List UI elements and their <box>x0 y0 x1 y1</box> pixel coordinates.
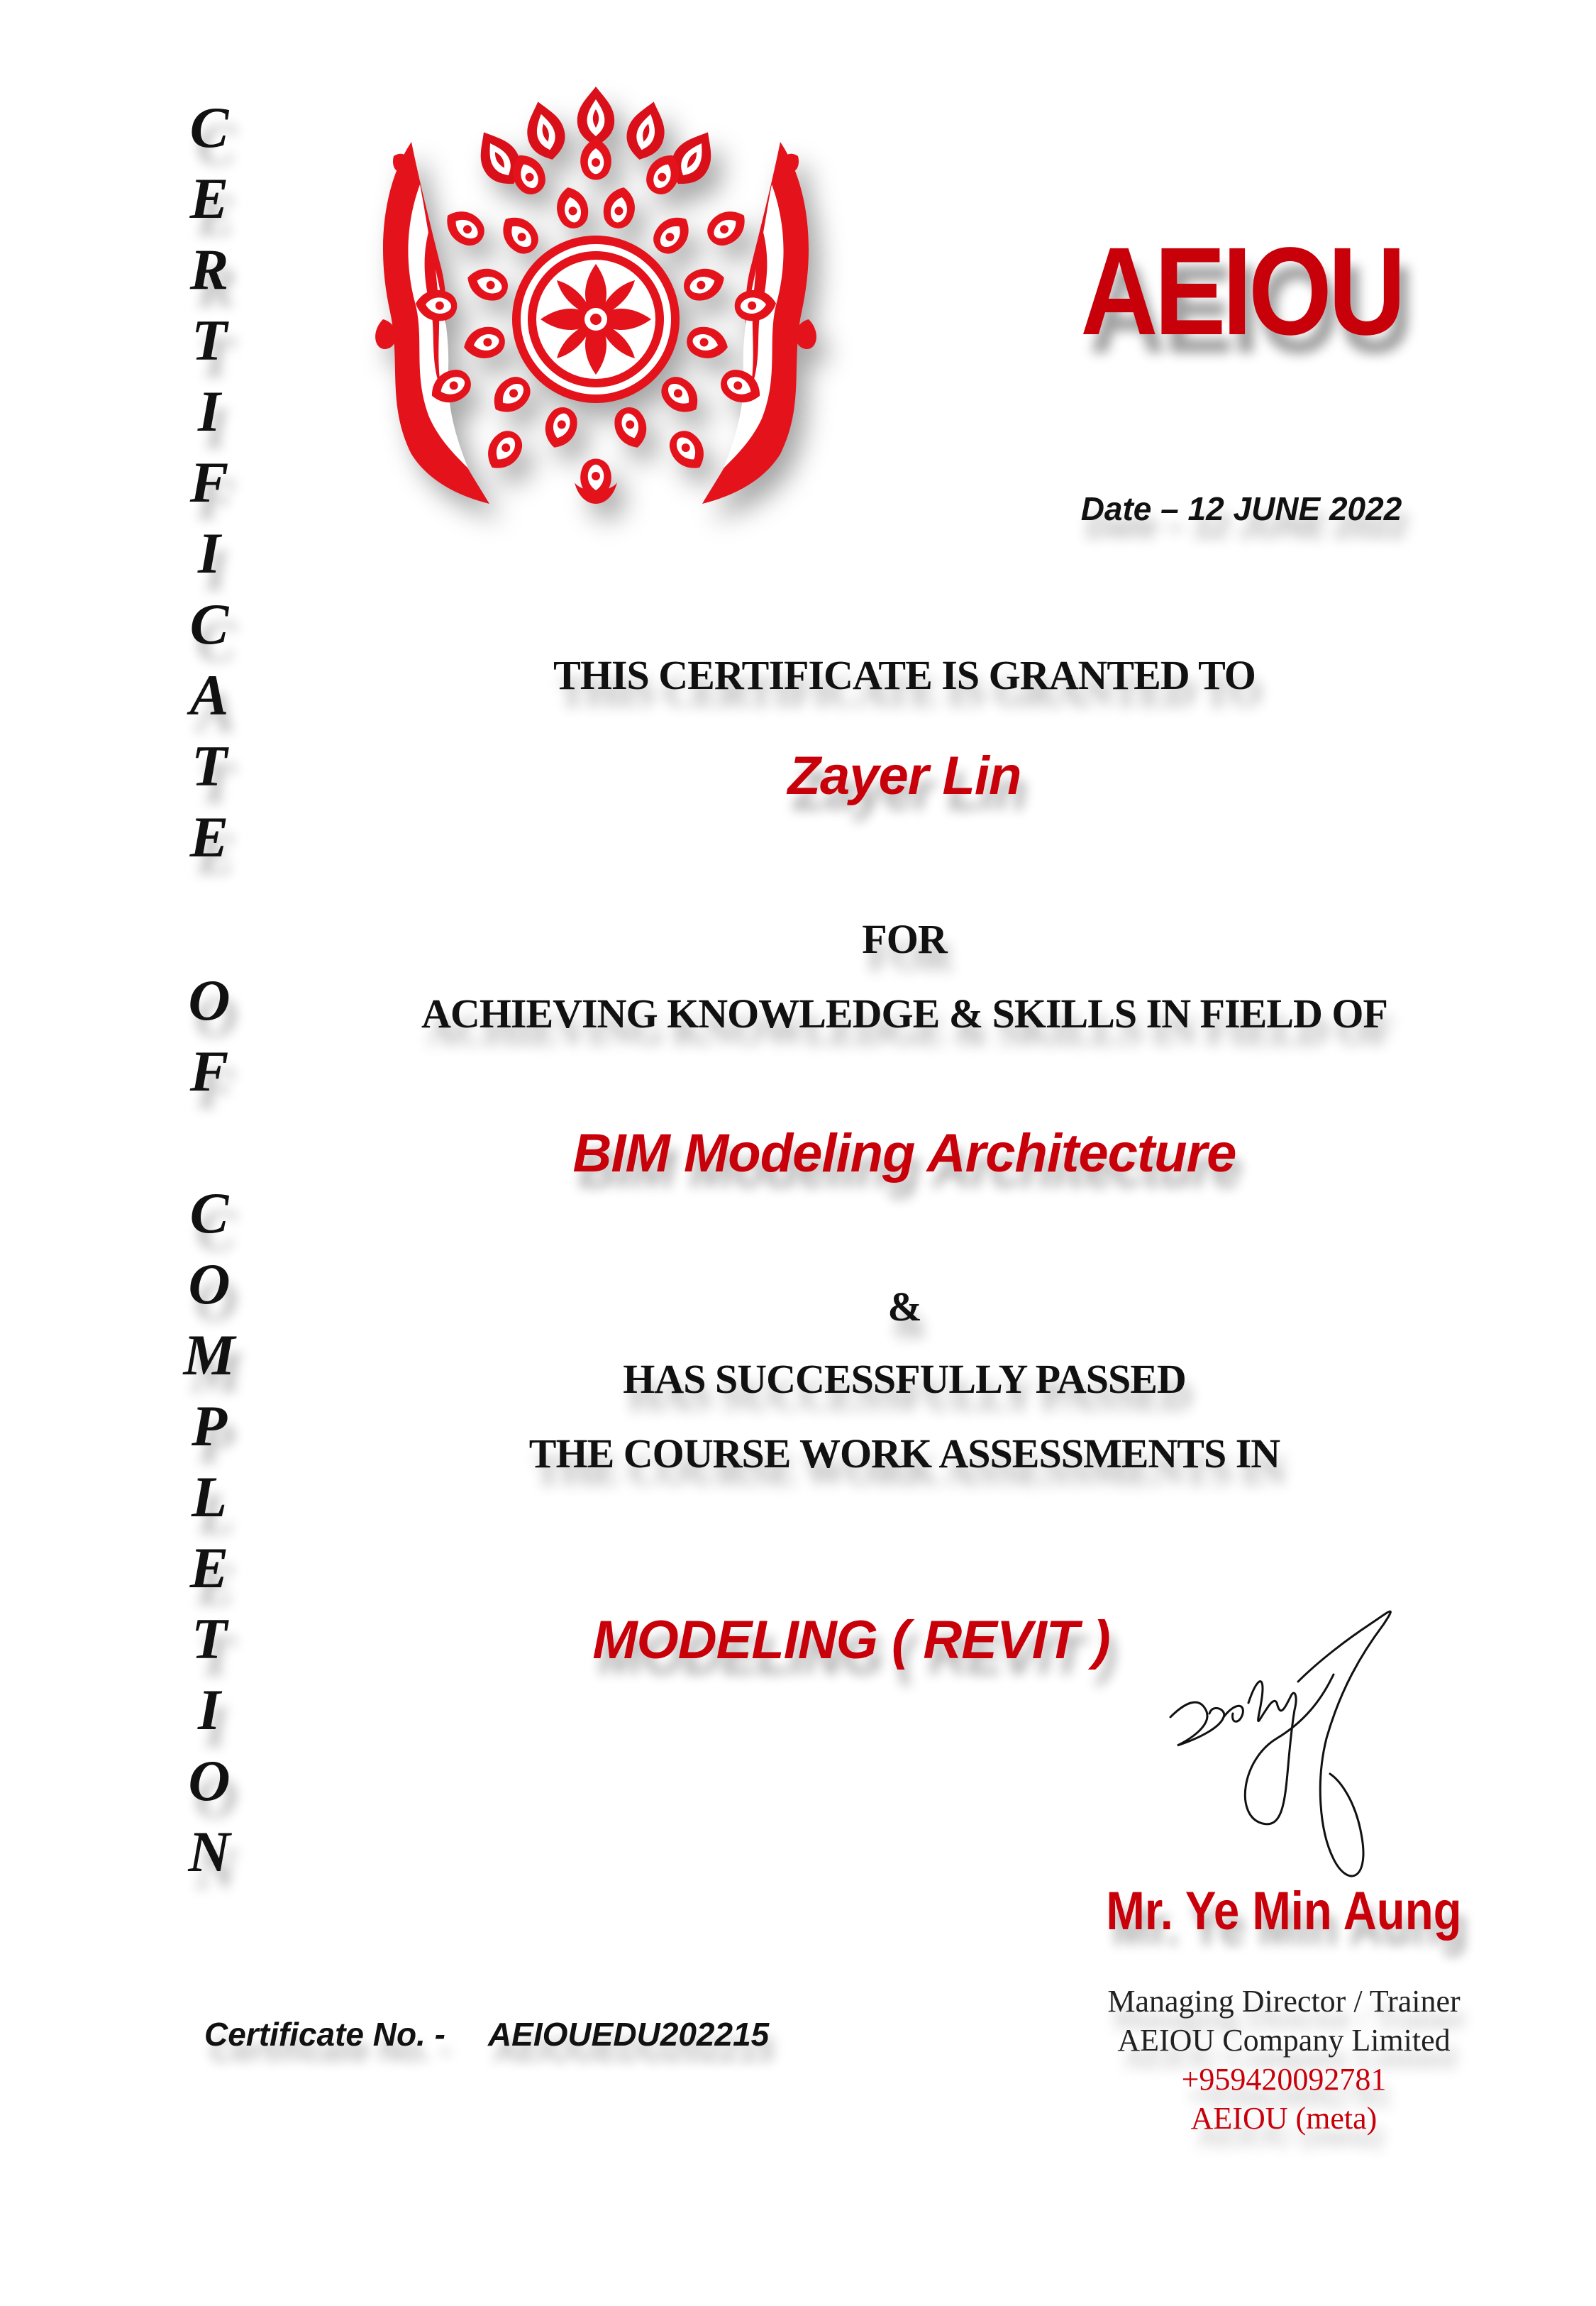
vertical-title <box>163 92 255 1887</box>
vertical-title-letter: F <box>189 1039 229 1103</box>
vertical-title-letter: A <box>189 663 229 727</box>
aeiou-emblem-logo <box>362 85 830 539</box>
vertical-title-letter: O <box>188 968 231 1032</box>
vertical-title-letter: I <box>198 521 221 585</box>
vertical-title-letter: C <box>189 95 229 160</box>
issue-date: Date – 12 JUNE 2022 <box>1080 490 1402 527</box>
vertical-title-letter: E <box>189 805 229 869</box>
vertical-title-letter: C <box>189 1181 229 1245</box>
vertical-title-letter: L <box>191 1464 228 1529</box>
signer-company: AEIOU Company Limited <box>1117 2023 1451 2058</box>
vertical-word-certificate <box>163 92 255 873</box>
vertical-title-letter: T <box>191 734 228 798</box>
course-name: MODELING ( REVIT ) <box>592 1610 1110 1670</box>
vertical-title-letter: M <box>183 1323 235 1387</box>
ampersand-line: & <box>887 1284 921 1330</box>
signer-social: AEIOU (meta) <box>1190 2101 1378 2136</box>
certificate-number-label: Certificate No. - <box>204 2016 445 2053</box>
brand-name: AEIOU <box>1080 222 1402 361</box>
for-line: FOR <box>862 916 947 962</box>
vertical-title-letter: R <box>189 237 229 302</box>
signer-title: Managing Director / Trainer <box>1107 1984 1461 2019</box>
granted-to-line: THIS CERTIFICATE IS GRANTED TO <box>553 652 1256 698</box>
vertical-title-letter: I <box>198 1677 221 1742</box>
vertical-title-letter: T <box>191 1606 228 1671</box>
vertical-title-letter: N <box>188 1819 231 1884</box>
vertical-word-of <box>163 965 255 1107</box>
certificate-number-value: AEIOUEDU202215 <box>487 2016 770 2053</box>
vertical-title-letter: O <box>188 1748 231 1813</box>
vertical-title-letter: F <box>189 450 229 514</box>
vertical-title-letter: E <box>189 1535 229 1600</box>
passed-line: HAS SUCCESSFULLY PASSED <box>623 1356 1186 1402</box>
field-of-study: BIM Modeling Architecture <box>572 1123 1236 1184</box>
vertical-word-completion <box>163 1178 255 1887</box>
handwritten-signature <box>1156 1596 1426 1894</box>
certificate-number <box>204 2015 985 2053</box>
signer-name: Mr. Ye Min Aung <box>1106 1881 1462 1941</box>
recipient-name: Zayer Lin <box>787 746 1021 806</box>
vertical-title-letter: P <box>191 1394 228 1458</box>
vertical-title-letter: O <box>188 1252 231 1316</box>
vertical-title-letter: I <box>198 379 221 443</box>
vertical-title-letter: E <box>189 166 229 231</box>
vertical-title-letter: T <box>191 308 228 373</box>
assessments-line: THE COURSE WORK ASSESSMENTS IN <box>528 1430 1280 1477</box>
signer-phone: +959420092781 <box>1181 2062 1387 2097</box>
achieving-line: ACHIEVING KNOWLEDGE & SKILLS IN FIELD OF <box>421 991 1387 1037</box>
vertical-title-letter: C <box>189 592 229 656</box>
